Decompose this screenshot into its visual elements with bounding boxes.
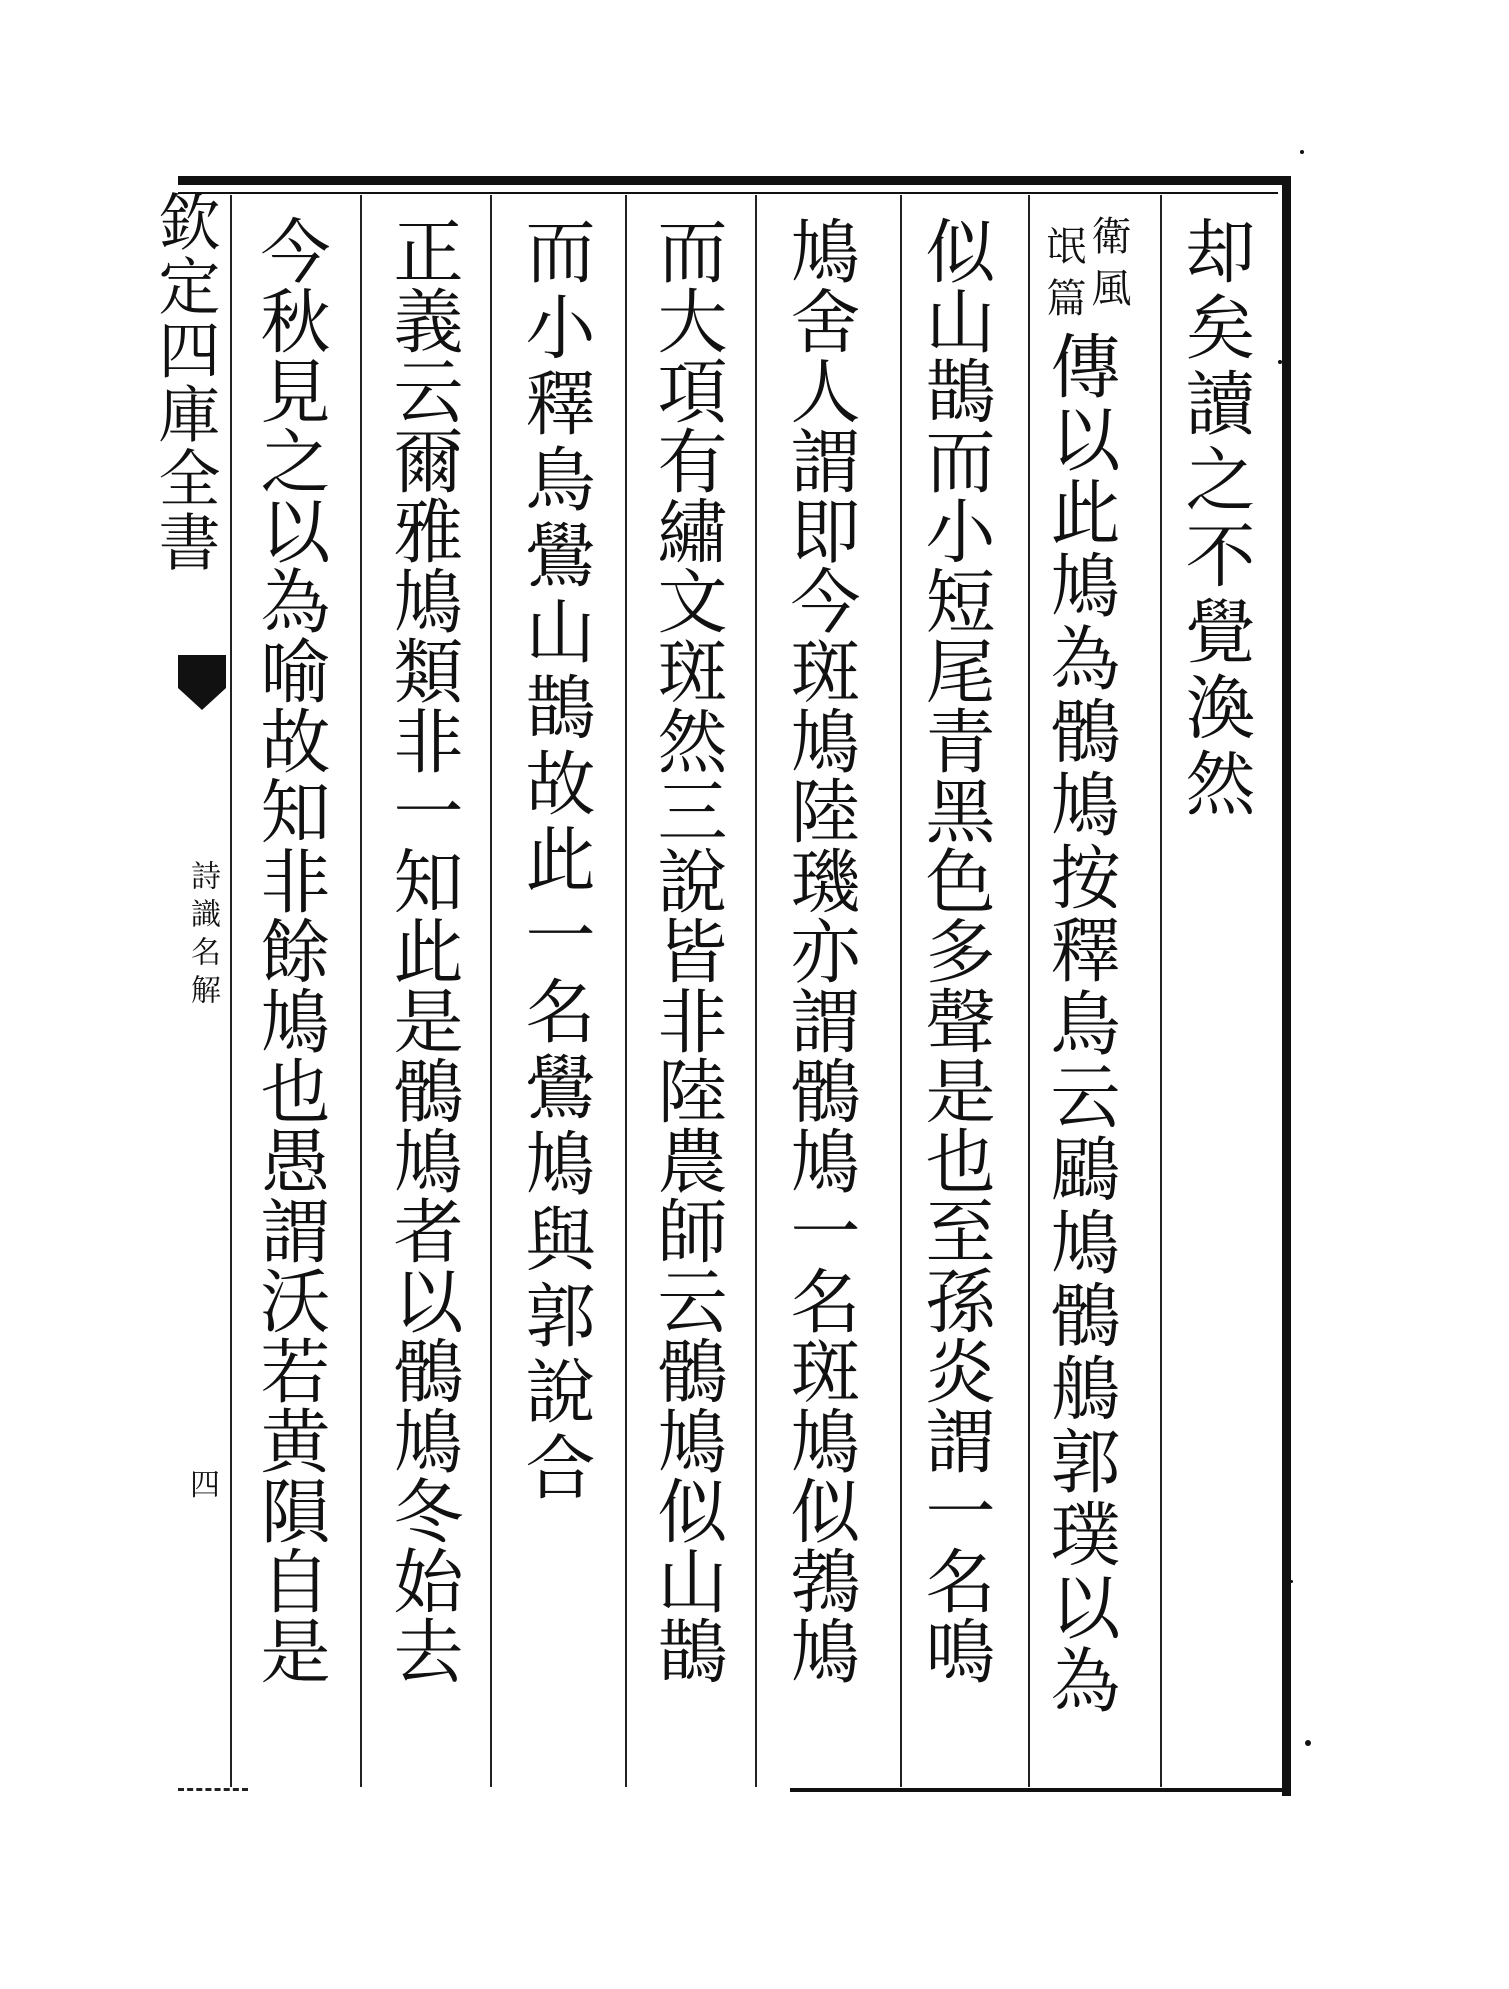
scan-speck	[1278, 360, 1282, 364]
scan-speck	[1300, 150, 1304, 154]
frame-bottom-line	[790, 1788, 1291, 1792]
annotation-left: 氓篇	[1040, 225, 1086, 329]
text-column-1: 却矣讀之不覺渙然	[1174, 215, 1256, 823]
column-rule	[360, 195, 362, 1787]
column-rule	[1160, 195, 1162, 1787]
text-column-3: 似山鵲而小短尾青黑色多聲是也至孫炎謂一名鳴	[914, 215, 996, 1685]
text-column-5: 而大項有繡文斑然三說皆非陸農師云鶻鳩似山鵲	[646, 215, 728, 1685]
text-column-6: 而小釋鳥鷽山鵲故此一名鷽鳩與郭說合	[514, 215, 596, 1507]
collection-title: 欽定四庫全書	[148, 190, 221, 574]
frame-inner-line	[178, 192, 1278, 194]
frame-bottom-left-line	[178, 1788, 248, 1791]
annotation-right: 衛風	[1085, 215, 1131, 319]
column-rule	[230, 195, 232, 1787]
book-title: 詩識名解	[185, 860, 220, 1012]
column-rule	[625, 195, 627, 1787]
page-number: 四	[190, 1468, 220, 1503]
column-rule	[755, 195, 757, 1787]
column-rule	[900, 195, 902, 1787]
scan-speck	[1290, 1580, 1293, 1583]
text-column-8: 今秋見之以為喻故知非餘鳩也愚謂沃若黄隕自是	[249, 215, 331, 1685]
page-frame	[178, 176, 1291, 1796]
scan-speck	[1305, 1740, 1311, 1746]
text-column-7: 正義云爾雅鳩類非一知此是鶻鳩者以鶻鳩冬始去	[382, 215, 464, 1685]
column-rule	[1028, 195, 1030, 1787]
text-column-2: 傳以此鳩為鶻鳩按釋鳥云鶌鳩鶻鵃郭璞以為	[1039, 330, 1121, 1717]
text-column-4: 鳩舍人謂即今斑鳩陸璣亦謂鶻鳩一名斑鳩似鵓鳩	[779, 215, 861, 1685]
column-rule	[490, 195, 492, 1787]
